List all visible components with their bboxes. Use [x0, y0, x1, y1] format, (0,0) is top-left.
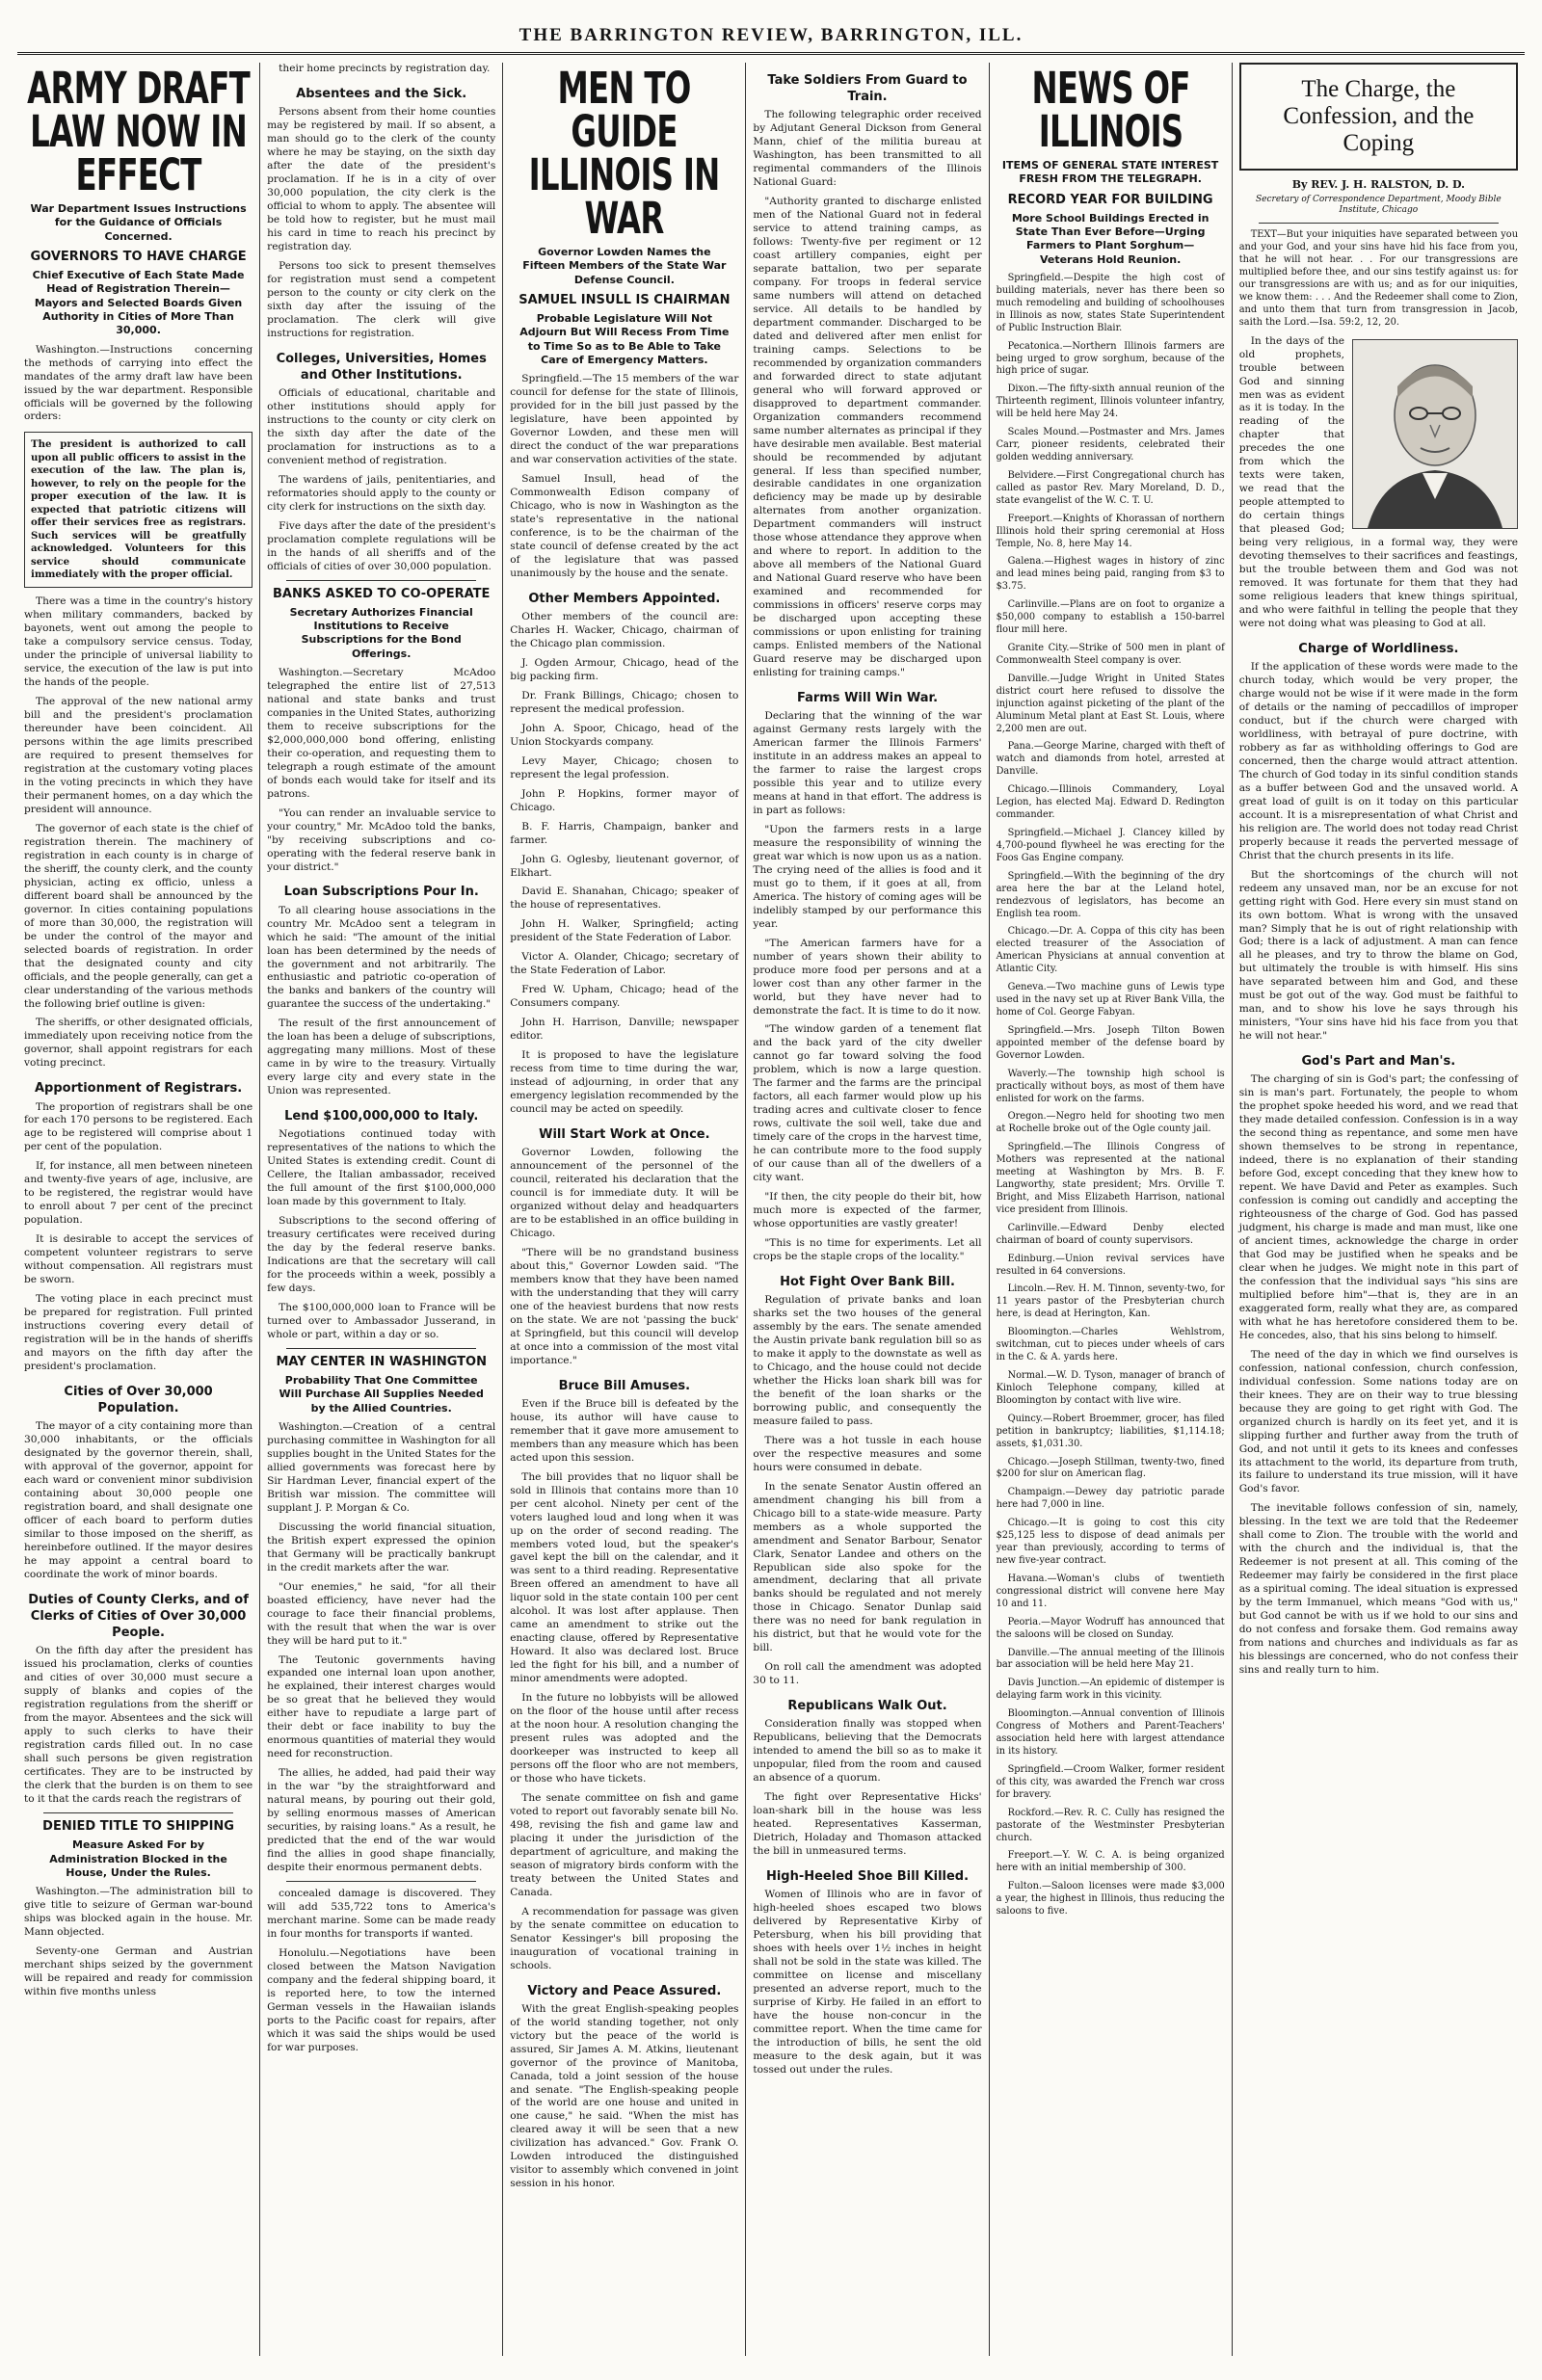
paragraph: Even if the Bruce bill is defeated by the house, its author will have cause to remember that it gave more amusement to members than any measure which has been acted upon this session.	[510, 1397, 739, 1464]
paragraph: The mayor of a city containing more than 30,000 inhabitants, or the officials designated by the governor therein, shall, with approval of the governor, appoint for each ward or convenient minor subdivision containing about 30,000 people one registration board, and shall designate one officer of each board to perform duties similar to those imposed on the sheriff, as hereinbefore outlined. If the mayor desires he may appoint a central board to coordinate the work of minor boards.	[24, 1420, 253, 1580]
notice-box: The president is authorized to call upon all public officers to assist in the execution of the law. The plan is, however, to rely on the people for the proper execution of the law. It is expected that patriotic citizens will offer their services free as registrars. Such services will be greatfully acknowledged. Volunteers for this service should communicate immediately with the proper official.	[24, 432, 253, 588]
news-items-list	[997, 273, 1225, 1918]
paragraph: Persons too sick to present themselves for registration must send a competent person to the county or city clerk on the sixth day after the issuing of the proclamation. The clerk will give instructions for registration.	[267, 259, 496, 339]
column-sermon	[1233, 63, 1525, 2356]
divider	[286, 1881, 476, 1882]
news-item: Havana.—Woman's clubs of twentieth congressional district will convene here May 10 and 11.	[996, 1573, 1225, 1609]
paragraph: To all clearing house associations in the country Mr. McAdoo sent a telegram in which he said: "The amount of the initial loan has been determined by the needs of the government and not arbitrarily. The enthusiastic and patriotic co-operation of the banks and bankers of the country will guarantee the success of the undertaking."	[267, 904, 496, 1011]
paragraph: B. F. Harris, Champaign, banker and farmer.	[510, 820, 739, 846]
deck-news-of-illinois: ITEMS OF GENERAL STATE INTEREST FRESH FROM THE TELEGRAPH.	[1001, 159, 1219, 186]
section-heading: Republicans Walk Out.	[787, 1699, 947, 1714]
paragraph: Washington.—The administration bill to give title to seizure of German war-bound ships was blocked again in the house. Mr. Mann objected.	[24, 1886, 253, 1938]
news-item: Waverly.—The township high school is practically without boys, as most of them have enlisted for work on the farms.	[996, 1068, 1225, 1104]
paragraph: Victor A. Olander, Chicago; secretary of the State Federation of Labor.	[510, 951, 739, 977]
paragraph: With the great English-speaking peoples of the world standing together, not only victory but the peace of the world is assured, Sir James A. M. Atkins, lieutenant governor of the province of Manitoba, Canada, told a joint session of the house and senate. "The English-speaking people of the world are one house and united in one cause," he said. "When the mist has cleared away it will be seen that a new civilization has advanced." Gov. Frank O. Lowden introduced the distinguished visitor to assembly which convened in joint session in his honor.	[510, 2002, 739, 2190]
column-war-council	[503, 63, 746, 2356]
sermon-byline: By REV. J. H. RALSTON, D. D.	[1291, 178, 1465, 191]
paragraph: The $100,000,000 loan to France will be turned over to Ambassador Jusserand, in whole or part, within a day or so.	[267, 1301, 496, 1340]
paragraph: It is desirable to accept the services of competent volunteer registrars to serve without compensation. All registrars must be sworn.	[24, 1233, 253, 1286]
paragraph: "You can render an invaluable service to your country," Mr. McAdoo told the banks, "by receiving subscriptions and co-operating with the federal reserve bank in your district."	[267, 807, 496, 873]
paragraph: Negotiations continued today with representatives of the nations to which the United States is extending credit. Count di Cellere, the Italian ambassador, received the full amount of the first $100,000,000 loan made by this government to Italy.	[267, 1128, 496, 1208]
news-item: Normal.—W. D. Tyson, manager of branch of Kinloch Telephone company, killed at Bloomington by contact with live wire.	[996, 1370, 1225, 1406]
subdeck-record-year: More School Buildings Erected in State Than Ever Before—Urging Farmers to Plant Sorghum—Veterans Hold Reunion.	[1011, 211, 1210, 266]
paragraph: If the application of these words were made to the church today, which would be very proper, the charge would not be wise if it were made in the form of details or the naming of peccadillos of improper conduct, but if the church were charged with worldliness, with betrayal of pure doctrine, with robbery as far as withholding offerings to God are concerned, then the charge would attract attention. The church of God today in its sinful condition stands as a buffer between God and the unsaved world. A great load of guilt is on it today on this particular account. It is a misrepresentation of what Christ and his religion are. The world does not today read Christ properly because it reads the perverted message of Christ that the church presents in its life.	[1238, 661, 1519, 861]
paragraph: Levy Mayer, Chicago; chosen to represent the legal profession.	[510, 754, 739, 780]
paragraph: The sheriffs, or other designated officials, immediately upon receiving notice from the governor, shall appoint registrars for each voting precinct.	[24, 1017, 253, 1070]
paragraph: Officials of educational, charitable and other institutions should apply for instructions to the county or city clerk on the sixth day after the date of the proclamation for instructions as to a convenient method of registration.	[267, 386, 496, 466]
paragraph: concealed damage is discovered. They will add 535,722 tons to America's merchant marine. Some can be made ready in four months for transports if wanted.	[267, 1888, 496, 1940]
news-item: Dixon.—The fifty-sixth annual reunion of the Thirteenth regiment, Illinois volunteer infantry, will be held here May 24.	[996, 383, 1225, 420]
news-item: Oregon.—Negro held for shooting two men at Rochelle broke out of the Ogle county jail.	[996, 1111, 1225, 1135]
paragraph: There was a hot tussle in each house over the respective measures and some hours were consumed in debate.	[753, 1434, 982, 1473]
section-heading: Hot Fight Over Bank Bill.	[780, 1274, 955, 1289]
paragraph: "Authority granted to discharge enlisted men of the National Guard not in federal service to attend training camps, as follows: Twenty-five per regiment or 12 coast artillery companies, eight per separate battalion, two per separate company. For troops in federal service same numbers will attend on detached service. All details to be handled by department commander. Discharged to be dated and delivered after men enlist for training camps. Selections to be recommended by organization commanders and forwarded direct to state adjutant general who will forward approved or disapproved to department commander. Organization commanders recommend same number alternates as principal if they have desirable men available. Best material should be recommended by adjutant general. If less than specified number, desirable candidates in one organization deficiency may be made up by desirable alternates from another organization. Department commanders will instruct those whose attendance they approve when and where to report. In addition to the above all members of the National Guard and National Guard reserve who have been examined and recommended for commissions in officers' reserve corps may be discharged upon accepting these commissions or upon enlisting for training camps. Enlisted members of the National Guard reserve may be discharged upon enlisting for training camps."	[753, 196, 982, 679]
news-item: Peoria.—Mayor Wodruff has announced that the saloons will be closed on Sunday.	[996, 1616, 1225, 1640]
section-heading: Lend $100,000,000 to Italy.	[284, 1109, 479, 1124]
news-item: Chicago.—It is going to cost this city $25,125 less to dispose of dead animals per year than previously, according to terms of new five-year contract.	[996, 1518, 1225, 1566]
paragraph: The result of the first announcement of the loan has been a deluge of subscriptions, aggregating many millions. Most of these came in by wire to the treasury. Virtually every large city and every state in the Union was represented.	[267, 1018, 496, 1097]
news-item: Bloomington.—Annual convention of Illinois Congress of Mothers and Parent-Teachers' association held here with largest attendance in its history.	[996, 1708, 1225, 1757]
paragraph: The Teutonic governments having expanded one internal loan upon another, he explained, their interest charges would be so great that he believed they would either have to repudiate a large part of their debt or face inability to buy the enormous quantities of material they would need for reconstruction.	[267, 1653, 496, 1760]
news-item: Springfield.—Michael J. Clancey killed by 4,700-pound flywheel he was erecting for the Foos Gas Engine company.	[996, 827, 1225, 863]
paragraph: Other members of the council are: Charles H. Wacker, Chicago, chairman of the Chicago plan commission.	[510, 611, 739, 649]
news-item: Freeport.—Y. W. C. A. is being organized here with an initial membership of 300.	[996, 1850, 1225, 1874]
paragraph: John G. Oglesby, lieutenant governor, of Elkhart.	[510, 853, 739, 879]
news-item: Carlinville.—Edward Denby elected chairman of board of county supervisors.	[996, 1222, 1225, 1246]
headline-men-to-guide: MEN TO GUIDE ILLINOIS IN WAR	[528, 63, 720, 244]
author-portrait	[1352, 339, 1518, 529]
news-item: Geneva.—Two machine guns of Lewis type used in the navy set up at River Bank Villa, the home of Col. George Fabyan.	[996, 982, 1225, 1018]
section-heading: Farms Will Win War.	[796, 691, 939, 705]
paragraph: The fight over Representative Hicks' loan-shark bill in the house was less heated. Representatives Kasserman, Dietrich, Holaday and Thomason attacked the bill in unmeasured terms.	[753, 1791, 982, 1858]
paragraph: The proportion of registrars shall be one for each 170 persons to be registered. Each age to be registered will comprise about 1 per cent of the population.	[24, 1100, 253, 1153]
paragraph: In the days of the old prophets, trouble between God and sinning men was as evident as it is today. In the reading of the chapter that precedes the one from which the texts were taken, we read that the people attempted to do certain things that pleased God; being very religious, in a formal way, they were devoting themselves to their sacrifices and feastings, but the trouble between them and God was not removed. It was fortunate for them that they had some religious leaders that knew things spiritual, and who were faithful in telling the people that they were not doing what was pleasing to God at all.	[1238, 334, 1519, 629]
news-item: Springfield.—The Illinois Congress of Mothers was represented at the national meeting at Washington by Mrs. B. F. Langworthy, state president; Mrs. Orville T. Bright, and Miss Elizabeth Harrison, national vice president from Illinois.	[996, 1142, 1225, 1215]
paragraph: In the senate Senator Austin offered an amendment changing his bill from a Chicago bill to a state-wide measure. Party members as a whole supported the amendment and Senator Barbour, Senator Clark, Senator Landee and others on the Republican side also spoke for the amendment, declaring that all private banks should be regulated and not merely those in Chicago. Senator Dunlap said there was no need for bank regulation in his district, but that he would vote for the bill.	[753, 1480, 982, 1654]
headline-news-of-illinois: NEWS OF ILLINOIS	[1031, 63, 1190, 157]
paragraph: John A. Spoor, Chicago, head of the Union Stockyards company.	[510, 722, 739, 748]
news-item: Springfield.—Despite the high cost of building materials, never has there been so much remodeling and building of schoolhouses in Illinois as now, states State Superintendent of Public Instruction Blair.	[996, 273, 1225, 333]
news-item: Carlinville.—Plans are on foot to organize a $50,000 company to establish a 150-barrel flour mill here.	[996, 599, 1225, 636]
paragraph: Springfield.—The 15 members of the war council for defense for the state of Illinois, provided for in the bill just passed by the legislature, have been appointed by Governor Lowden, and these men will direct the conduct of the war preparations and war conservation activities of the state.	[510, 373, 739, 466]
paragraph: Subscriptions to the second offering of treasury certificates were received during the day by the federal reserve banks. Indications are that the secretary will call for the proceeds within a week, possibly a few days.	[267, 1215, 496, 1294]
paragraph: The allies, he added, had paid their way in the war "by the straightforward and natural means, by pouring out their gold, by selling enormous masses of American securities, by raising loans." As a result, he predicted that the end of the war would find the allies in good shape financially, despite their enormous permanent debts.	[267, 1767, 496, 1874]
paragraph: Declaring that the winning of the war against Germany rests largely with the American farmer the Illinois Farmers' institute in an address makes an appeal to the farmer to raise the largest crops possible this year and to utilize every means at hand in that effort. The address is in part as follows:	[753, 710, 982, 816]
paragraph: The governor of each state is the chief of registration therein. The machinery of registration in each county is in charge of the sheriff, the county clerk, and the county physician, acting ex officio, unless a different board shall be announced by the governor. In cities containing populations of more than 30,000, the registration will be under the control of the mayor and selected boards of registration. In order that the designated county and city officials, and the people generally, can get a clear understanding of the various methods the following brief outline is given:	[24, 822, 253, 1010]
section-heading: Cities of Over 30,000 Population.	[64, 1384, 213, 1416]
paragraph: Honolulu.—Negotiations have been closed between the Matson Navigation company and the federal shipping board, it is reported here, to tow the interned German vessels in the Hawaiian islands ports to the Pacific coast for repairs, after which it was said the ships would be used for war purposes.	[267, 1946, 496, 2053]
column-registration-cont	[260, 63, 503, 2356]
sermon-text-verse: TEXT—But your iniquities have separated between you and your God, and your sins have hid his face from you, that he will not hear. . . For our transgressions are multiplied before thee, and our sins testify against us: for our transgressions are with us; and as for our iniquities, we know them: . . . And the Redeemer shall come to Zion, and unto them that turn from transgression in Jacob, saith the Lord.—Isa. 59:2, 12, 20.	[1238, 229, 1519, 328]
paragraph: Women of Illinois who are in favor of high-heeled shoes escaped two blows delivered by Representative Kirby of Petersburg, when his bill providing that shoes with heels over 1½ inches in height shall not be sold in the state was killed. The committee on license and miscellany presented an adverse report, much to the surprise of Kirby. He failed in an effort to have the house non-concur in the committee report. When the time came for the introduction of bills, he sent the old measure to the desk again, but it was tossed out under the rules.	[753, 1889, 982, 2076]
section-heading: Will Start Work at Once.	[539, 1127, 710, 1143]
paragraph: The wardens of jails, penitentiaries, and reformatories should apply to the county or city clerk for instructions on the sixth day.	[267, 473, 496, 513]
sermon-title: The Charge, the Confession, and the Coping	[1283, 76, 1475, 156]
news-item: Scales Mound.—Postmaster and Mrs. James Carr, pioneer residents, celebrated their golden wedding anniversary.	[996, 427, 1225, 463]
subhead-insull: SAMUEL INSULL IS CHAIRMAN	[518, 292, 731, 307]
paragraph: There was a time in the country's history when military commanders, backed by bayonets, went out among the people to take a compulsory service census. Today, under the principle of universal liability to service, the execution of the law is put into the hands of the people.	[24, 595, 253, 689]
paragraph: Regulation of private banks and loan sharks set the two houses of the general assembly by the ears. The senate amended the Austin private bank regulation bill so as to make it apply to the downstate as well as to Chicago, and the house could not decide whether the Hicks loan shark bill was for the benefit of the loan sharks or the borrowing public, and consequently the measure failed to pass.	[753, 1294, 982, 1427]
news-item: Belvidere.—First Congregational church has called as pastor Rev. Mary Moreland, D. D., state evangelist of the W. C. T. U.	[996, 469, 1225, 506]
deck-army-draft: War Department Issues Instructions for the Guidance of Officials Concerned.	[30, 202, 247, 243]
paragraph: Fred W. Upham, Chicago; head of the Consumers company.	[510, 984, 739, 1010]
paragraph: Consideration finally was stopped when Republicans, believing that the Democrats intended to amend the bill so as to make it unpopular, filed from the room and caused an absence of a quorum.	[753, 1718, 982, 1785]
paragraph: On the fifth day after the president has issued his proclamation, clerks of counties and cities of over 30,000 must secure a supply of blanks and copies of the registration regulations from the sheriff or from the mayor. Absentees and the sick will apply to such clerks to have their registration cards filled out. In no case shall such persons be given registration certificates. They are to be instructed by the clerk that the burden is on them to see to it that the cards reach the registrars of	[24, 1645, 253, 1805]
paragraph: The senate committee on fish and game voted to report out favorably senate bill No. 498, revising the fish and game law and placing it under the jurisdiction of the department of agriculture, and making the season of migratory birds conform with the treaty between the United States and Canada.	[510, 1791, 739, 1898]
paragraph: The charging of sin is God's part; the confessing of sin is man's part. Fortunately, the people to whom the prophet spoke heeded his word, and we read that they made detailed confession. Confession is in a way the second thing as repentance, and some men have shown themselves to be strong in repentance, indeed, there is no explanation of their standing before God, except conceding that they knew how to repent. We have David and Peter as examples. Such confession is coming out candidly and accepting the righteousness of the charge of God. God has passed judgment, his charge is made and man must, like one of ancient times, acknowledge the charge in order that God may be justified when he speaks and be clear when he judges. We might note in this part of the confession that the individual says "his sins are multiplied before him"—that is, they are in an exaggerated form, really what they are, as compared with what he has heretofore considered them to be. He concedes, also, that his sins belong to himself.	[1238, 1073, 1519, 1341]
news-item: Springfield.—With the beginning of the dry area here the bar at the Leland hotel, rendezvous of legislators, has become an English tea room.	[996, 870, 1225, 919]
subdeck-governors: Chief Executive of Each State Made Head of Registration Therein—Mayors and Selected Boards Given Authority in Cities of More Than 30,000.	[32, 269, 245, 337]
headline-denied-title: DENIED TITLE TO SHIPPING	[42, 1818, 234, 1834]
sermon-affiliation: Secretary of Correspondence Department, Moody Bible Institute, Chicago	[1255, 194, 1502, 216]
paragraph: John P. Hopkins, former mayor of Chicago.	[510, 787, 739, 813]
paragraph: Washington.—Secretary McAdoo telegraphed the entire list of 27,513 national and state banks and trust companies in the United States, authorizing them to receive subscriptions for the $2,000,000,000 bond offering, enlisting their co-operation, and requesting them to telegraph a rough estimate of the amount of bonds each would take for itself and its patrons.	[267, 666, 496, 800]
paragraph: A recommendation for passage was given by the senate committee on education to Senator Kessinger's bill proposing the inauguration of vocational training in schools.	[510, 1905, 739, 1971]
deck-war-council: Governor Lowden Names the Fifteen Members of the State War Defense Council.	[522, 246, 727, 286]
masthead: THE BARRINGTON REVIEW, BARRINGTON, ILL.	[17, 25, 1525, 55]
news-item: Pana.—George Marine, charged with theft of watch and diamonds from hotel, arrested at Danville.	[996, 741, 1225, 778]
news-item: Galena.—Highest wages in history of zinc and lead mines being paid, ranging from $3 to $3.75.	[996, 556, 1225, 593]
news-item: Edinburg.—Union revival services have resulted in 64 conversions.	[996, 1253, 1225, 1277]
paragraph: Dr. Frank Billings, Chicago; chosen to represent the medical profession.	[510, 689, 739, 715]
paragraph: The voting place in each precinct must be prepared for registration. Full printed instructions covering every detail of registration will be in the hands of sheriffs and mayors on the fifth day after the president's proclamation.	[24, 1293, 253, 1372]
paragraph: The inevitable follows confession of sin, namely, blessing. In the text we are told that the Redeemer shall come to Zion. The trouble with the world and with the church and the individual is, that the Redeemer is not present at all. This coming of the Redeemer may fairly be considered in the first place as a spiritual coming. The ideal situation is expressed by the term Immanuel, which means "God with us," but God cannot be with us if we hold to our sins and do not confess and forsake them. God remains away from nations and churches and individuals as far as his blessings are concerned, who do not confess their sins and really turn to him.	[1238, 1502, 1519, 1677]
news-item: Danville.—Judge Wright in United States district court here refused to dissolve the injunction against picketing of the plant of the Aluminum Metal plant at East St. Louis, where 2,200 men are out.	[996, 673, 1225, 734]
news-item: Fulton.—Saloon licenses were made $3,000 a year, the highest in Illinois, thus reducing the saloons to five.	[996, 1881, 1225, 1917]
paragraph: In the future no lobbyists will be allowed on the floor of the house until after recess at the noon hour. A resolution changing the present rules was adopted and the doorkeeper was instructed to keep all persons off the floor who are not members, or those who have tickets.	[510, 1692, 739, 1785]
paragraph: It is proposed to have the legislature recess from time to time during the war, instead of adjourning, in order that any emergency legislation recommended by the council may be acted on speedily.	[510, 1049, 739, 1116]
section-heading: God's Part and Man's.	[1301, 1054, 1456, 1070]
section-heading: Victory and Peace Assured.	[527, 1983, 722, 1998]
section-heading: Other Members Appointed.	[528, 591, 721, 606]
paragraph: The bill provides that no liquor shall be sold in Illinois that contains more than 10 per cent alcohol. Ninety per cent of the voters laughed loud and long when it was up on the order of second reading. The members voted loud, but the speaker's gavel kept the bill on the calendar, and it was sent to a third reading. Representative Breen offered an amendment to have all liquor sold in the state contain 100 per cent alcohol. It was lost after applause. Then came an amendment to strike out the enacting clause, offered by Representative Howard. It also was declared lost. Bruce led the fight for his bill, and a number of minor amendments were adopted.	[510, 1470, 739, 1685]
paragraph: their home precincts by registration day.	[279, 63, 491, 74]
paragraph: "Upon the farmers rests in a large measure the responsibility of winning the great war which is now upon us as a nation. The crying need of the allies is food and it must go to them, if it goes at all, from America. The history of coming ages will be indelibly stamped by our performance this year.	[753, 823, 982, 930]
paragraph: Washington.—Creation of a central purchasing committee in Washington for all supplies bought in the United States for the allied governments was forecast here by Sir Hardman Lever, financial expert of the British war mission. The committee will supplant J. P. Morgan & Co.	[267, 1421, 496, 1514]
headline-army-draft: ARMY DRAFT LAW NOW IN EFFECT	[27, 63, 251, 200]
paragraph: Samuel Insull, head of the Commonwealth Edison company of Chicago, who is now in Washington as the state's representative in the national conference, is to be the chairman of the state council of defense created by the act of the legislature that was passed unanimously by the house and the senate.	[510, 473, 739, 579]
news-item: Freeport.—Knights of Khorassan of northern Illinois hold their spring ceremonial at Hoss Temple, No. 8, here May 14.	[996, 513, 1225, 549]
column-army-draft	[17, 63, 260, 2356]
portrait-image	[1353, 340, 1517, 528]
paragraph: Five days after the date of the president's proclamation complete regulations will be in the hands of all sheriffs and of the officials of cities of over 30,000 population.	[267, 519, 496, 572]
news-item: Chicago.—Joseph Stillman, twenty-two, fined $200 for slur on American flag.	[996, 1456, 1225, 1480]
news-item: Pecatonica.—Northern Illinois farmers are being urged to grow sorghum, because of the high price of sugar.	[996, 340, 1225, 377]
section-heading: Colleges, Universities, Homes and Other Institutions.	[276, 351, 487, 383]
paragraph: "This is no time for experiments. Let all crops be the staple crops of the locality."	[753, 1237, 982, 1262]
divider	[286, 1348, 476, 1349]
headline-banks: BANKS ASKED TO CO-OPERATE	[272, 586, 491, 601]
paragraph: The need of the day in which we find ourselves is confession, national confession, church confession, individual confession. Some nations today are on their knees. They are on their way to true blessing because they are going to get right with God. The organized church is hardly on its feet yet, and it is slipping further and further away from the truth of God, and not until it gets to its knees and confesses its attachment to the world, its departure from truth, its failure to understand its true mission, will it have God's favor.	[1238, 1348, 1519, 1495]
subhead-governors: GOVERNORS TO HAVE CHARGE	[30, 249, 247, 264]
paragraph: Governor Lowden, following the announcement of the personnel of the council, reiterated his declaration that the council is for immediate duty. It will be organized without delay and headquarters are to be established in an office building in Chicago.	[510, 1147, 739, 1239]
news-item: Springfield.—Mrs. Joseph Tilton Bowen appointed member of the defense board by Governor Lowden.	[996, 1024, 1225, 1061]
paragraph: If, for instance, all men between nineteen and twenty-five years of age, inclusive, are to be registered, the registrar would have to enroll about 7 per cent of the precinct population.	[24, 1160, 253, 1227]
paragraph: "The American farmers have for a number of years shown their ability to produce more food per persons and at a lower cost than any other farmer in the world, but they have never had to demonstrate the fact. It is time to do it now.	[753, 937, 982, 1017]
deck-may-center: Probability That One Committee Will Purchase All Supplies Needed by the Allied Countries.	[279, 1374, 484, 1415]
sermon-title-box	[1239, 63, 1518, 171]
column-news-of-illinois	[990, 63, 1233, 2356]
subdeck-insull: Probable Legislature Will Not Adjourn But Will Recess From Time to Time So as to Be Able to Take Care of Emergency Matters.	[519, 312, 730, 367]
divider	[1259, 223, 1499, 224]
divider	[43, 1812, 233, 1813]
paragraph: J. Ogden Armour, Chicago, head of the big packing firm.	[510, 656, 739, 682]
paragraph: "There will be no grandstand business about this," Governor Lowden said. "The members know that they have been named with the understanding that they will carry one of the heaviest burdens that now rests on the state. We are not 'passing the buck' at Springfield, but this council will develop at once into a commission of the most vital importance."	[510, 1246, 739, 1366]
paragraph: The approval of the new national army bill and the president's proclamation thereunder have been coincident. All persons within the age limits prescribed are required to present themselves for registration at the customary voting places in the voting precincts in which they have their permanent homes, on a day which the president will announce.	[24, 696, 253, 815]
news-item: Quincy.—Robert Broemmer, grocer, has filed petition in bankruptcy; liabilities, $1,114.18; assets, $1,031.30.	[996, 1413, 1225, 1449]
news-item: Lincoln.—Rev. H. M. Tinnon, seventy-two, for 11 years pastor of the Presbyterian church here, is dead at Herington, Kan.	[996, 1283, 1225, 1320]
paragraph: On roll call the amendment was adopted 30 to 11.	[753, 1661, 982, 1687]
section-heading: Charge of Worldliness.	[1298, 641, 1459, 656]
news-item: Granite City.—Strike of 500 men in plant of Commonwealth Steel company is over.	[996, 643, 1225, 666]
paragraph: Seventy-one German and Austrian merchant ships seized by the government will be repaired and ready for commission within five months unless	[24, 1944, 253, 1997]
section-heading: Duties of County Clerks, and of Clerks of Cities of Over 30,000 People.	[28, 1592, 249, 1641]
paragraph: John H. Harrison, Danville; newspaper editor.	[510, 1017, 739, 1043]
subhead-record-year: RECORD YEAR FOR BUILDING	[1007, 192, 1213, 207]
news-item: Bloomington.—Charles Wehlstrom, switchman, cut to pieces under wheels of cars in the C. & A. yards here.	[996, 1327, 1225, 1363]
divider	[286, 580, 476, 581]
news-item: Rockford.—Rev. R. C. Cully has resigned the pastorate of the Westminster Presbyterian church.	[996, 1807, 1225, 1843]
paragraph: But the shortcomings of the church will not redeem any unsaved man, nor be an excuse for not getting right with God. Here every sin must stand on its own bottom. What is wrong with the unsaved man? Simply that he is out of right relationship with God; there is a lack of adjustment. A man can fence all he pleases, and try to throw the blame on God, but ultimately the trouble is with himself. His sins have separated between him and God, and these must be got out of the way. God must be faithful to man, and to show his love he says through his ministers, "Your sins have hid his face from you that he will not hear."	[1238, 868, 1519, 1043]
news-item: Champaign.—Dewey day patriotic parade here had 7,000 in line.	[996, 1487, 1225, 1511]
paragraph: David E. Shanahan, Chicago; speaker of the house of representatives.	[510, 886, 739, 912]
section-heading: Take Soldiers From Guard to Train.	[767, 73, 968, 105]
paragraph: John H. Walker, Springfield; acting president of the State Federation of Labor.	[510, 918, 739, 944]
paragraph: "Our enemies," he said, "for all their boasted efficiency, have never had the courage to face their financial problems, with the result that when the war is over they will be hard put to it."	[267, 1580, 496, 1647]
section-heading: Loan Subscriptions Pour In.	[283, 885, 479, 900]
section-heading: High-Heeled Shoe Bill Killed.	[765, 1869, 970, 1885]
paragraph: "If then, the city people do their bit, how much more is expected of the farmer, whose opportunities are vastly greater!	[753, 1191, 982, 1230]
deck-banks: Secretary Authorizes Financial Institutions to Receive Subscriptions for the Bond Offerings.	[289, 605, 473, 660]
news-item: Danville.—The annual meeting of the Illinois bar association will be held here May 21.	[996, 1647, 1225, 1671]
section-heading: Bruce Bill Amuses.	[558, 1378, 691, 1393]
news-item: Chicago.—Illinois Commandery, Loyal Legion, has elected Maj. Edward D. Redington commander.	[996, 784, 1225, 821]
paragraph: Discussing the world financial situation, the British expert expressed the opinion that Germany will be practically bankrupt in the credit markets after the war.	[267, 1521, 496, 1573]
paragraph: Washington.—Instructions concerning the methods of carrying into effect the mandates of the army draft law have been issued by the war department. Responsible officials will be governed by the following orders:	[24, 343, 253, 423]
paragraph: "The window garden of a tenement flat and the back yard of the city dweller cannot go far toward solving the food problem, which is now a large question. The farmer and the farms are the principal factors, all each farmer would plow up his trading acres and cultivate closer to fence rows, cultivate the soil well, take due and timely care of the crops in the harvest time, he can contribute more to the food supply of our cause than all of the dwellers of a city want.	[753, 1023, 982, 1184]
headline-may-center: MAY CENTER IN WASHINGTON	[276, 1354, 487, 1369]
columns	[17, 63, 1525, 2356]
deck-denied-title: Measure Asked For by Administration Blocked in the House, Under the Rules.	[49, 1838, 227, 1879]
news-item: Springfield.—Croom Walker, former resident of this city, was awarded the French war cross for bravery.	[996, 1763, 1225, 1800]
paragraph: Persons absent from their home counties may be registered by mail. If so absent, a man should go to the clerk of the county where he may be staying, on the sixth day after the date of the president's proclamation. If he is in a city of over 30,000 population, the city clerk is the official to whom to apply. The absentee will be told how to register, but he must mail his card in time to reach his precinct by registration day.	[267, 106, 496, 252]
column-guard-farms	[746, 63, 989, 2356]
section-heading: Absentees and the Sick.	[296, 86, 467, 101]
news-item: Chicago.—Dr. A. Coppa of this city has been elected treasurer of the Association of American Physicians at annual convention at Atlantic City.	[996, 926, 1225, 975]
section-heading: Apportionment of Registrars.	[34, 1081, 243, 1097]
paragraph: The following telegraphic order received by Adjutant General Dickson from General Mann, chief of the militia bureau at Washington, has been transmitted to all regimental commanders of the Illinois National Guard:	[753, 109, 982, 189]
news-item: Davis Junction.—An epidemic of distemper is delaying farm work in this vicinity.	[996, 1678, 1225, 1702]
